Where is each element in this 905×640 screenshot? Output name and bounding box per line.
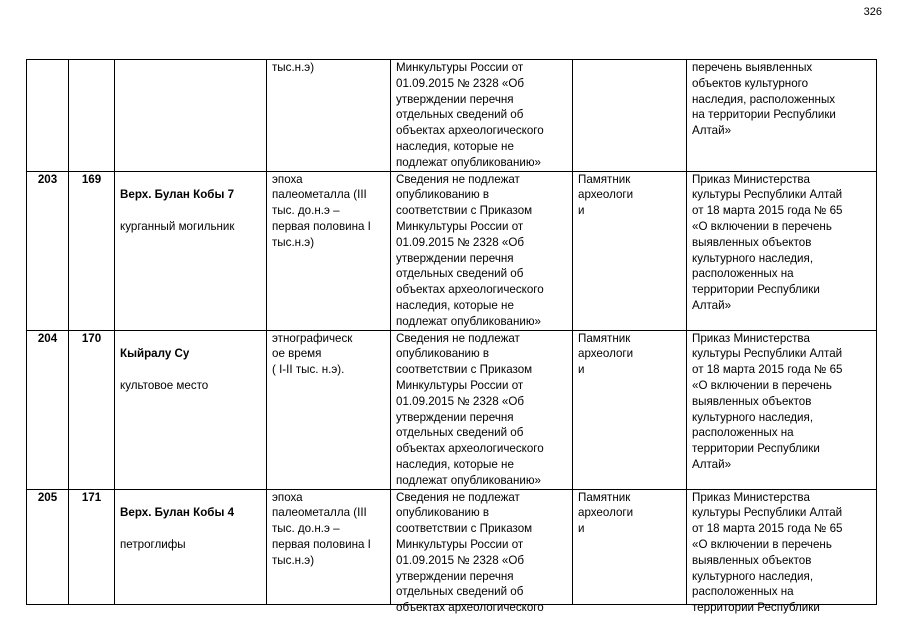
location-info-cell bbox=[391, 489, 573, 615]
location-info-cell: Сведения не подлежат опубликованию в соответствии с Приказом Минкультуры России от 01.09.2015 № 2328 «Об утверждении перечня отдельных сведений об объектах археологического наследия, которые не подлежат опубликованию» bbox=[391, 171, 573, 330]
object-name: Верх. Булан Кобы 7 bbox=[120, 188, 235, 202]
table-row-continued bbox=[27, 60, 877, 172]
dating-cell: эпоха палеометалла (III тыс. до.н.э – первая половина I тыс.н.э) bbox=[267, 489, 391, 604]
table-row bbox=[27, 330, 877, 489]
object-name: Верх. Булан Кобы 4 bbox=[120, 506, 235, 520]
category-cell: Памятник археологи и bbox=[573, 489, 687, 604]
row-number-cell: 203 bbox=[27, 171, 69, 330]
table-row bbox=[27, 489, 877, 604]
document-cell: Приказ Министерства культуры Республики Алтай от 18 марта 2015 года № 65 «О включении в перечень выявленных объектов культурного наследия, расположенных на территории Республики Алтай» bbox=[687, 171, 877, 330]
row-subnumber-cell: 169 bbox=[69, 171, 115, 330]
location-info-text: Сведения не подлежат опубликованию в соответствии с Приказом Минкультуры России от 01.09.2015 № 2328 «Об утверждении перечня отдельных сведений об объектах археологического bbox=[396, 490, 544, 615]
object-name: Кыйралу Су bbox=[120, 347, 190, 361]
row-number-cell bbox=[27, 60, 69, 172]
object-type: курганный могильник bbox=[120, 219, 235, 233]
dating-cell: этнографическ ое время ( I-II тыс. н.э). bbox=[267, 330, 391, 489]
document-cell: Приказ Министерства культуры Республики Алтай от 18 марта 2015 года № 65 «О включении в перечень выявленных объектов культурного наследия, расположенных на территории Республики Алтай» bbox=[687, 330, 877, 489]
row-subnumber-cell bbox=[69, 60, 115, 172]
document-cell: перечень выявленных объектов культурного наследия, расположенных на территории Республики Алтай» bbox=[687, 60, 877, 172]
row-subnumber-cell: 170 bbox=[69, 330, 115, 489]
object-type: культовое место bbox=[120, 378, 209, 392]
dating-cell: тыс.н.э) bbox=[267, 60, 391, 172]
object-name-cell bbox=[115, 489, 267, 604]
location-info-cell: Сведения не подлежат опубликованию в соответствии с Приказом Минкультуры России от 01.09.2015 № 2328 «Об утверждении перечня отдельных сведений об объектах археологического наследия, которые не подлежат опубликованию» bbox=[391, 330, 573, 489]
category-cell bbox=[573, 60, 687, 172]
page-number: 326 bbox=[863, 6, 882, 18]
category-cell: Памятник археологи и bbox=[573, 171, 687, 330]
table-row bbox=[27, 171, 877, 330]
row-subnumber-cell: 171 bbox=[69, 489, 115, 604]
document-text: Приказ Министерства культуры Республики Алтай от 18 марта 2015 года № 65 «О включении в перечень выявленных объектов культурного наследия, расположенных на территории Республики bbox=[692, 490, 843, 615]
heritage-registry-table bbox=[26, 59, 877, 615]
object-name-cell bbox=[115, 330, 267, 489]
object-type: петроглифы bbox=[120, 537, 186, 551]
dating-cell: эпоха палеометалла (III тыс. до.н.э – первая половина I тыс.н.э) bbox=[267, 171, 391, 330]
document-cell bbox=[687, 489, 877, 615]
object-name-cell bbox=[115, 171, 267, 330]
category-cell: Памятник археологи и bbox=[573, 330, 687, 489]
row-number-cell: 204 bbox=[27, 330, 69, 489]
location-info-cell: Минкультуры России от 01.09.2015 № 2328 «Об утверждении перечня отдельных сведений об объектах археологического наследия, которые не подлежат опубликованию» bbox=[391, 60, 573, 172]
row-number-cell: 205 bbox=[27, 489, 69, 604]
object-name-cell bbox=[115, 60, 267, 172]
